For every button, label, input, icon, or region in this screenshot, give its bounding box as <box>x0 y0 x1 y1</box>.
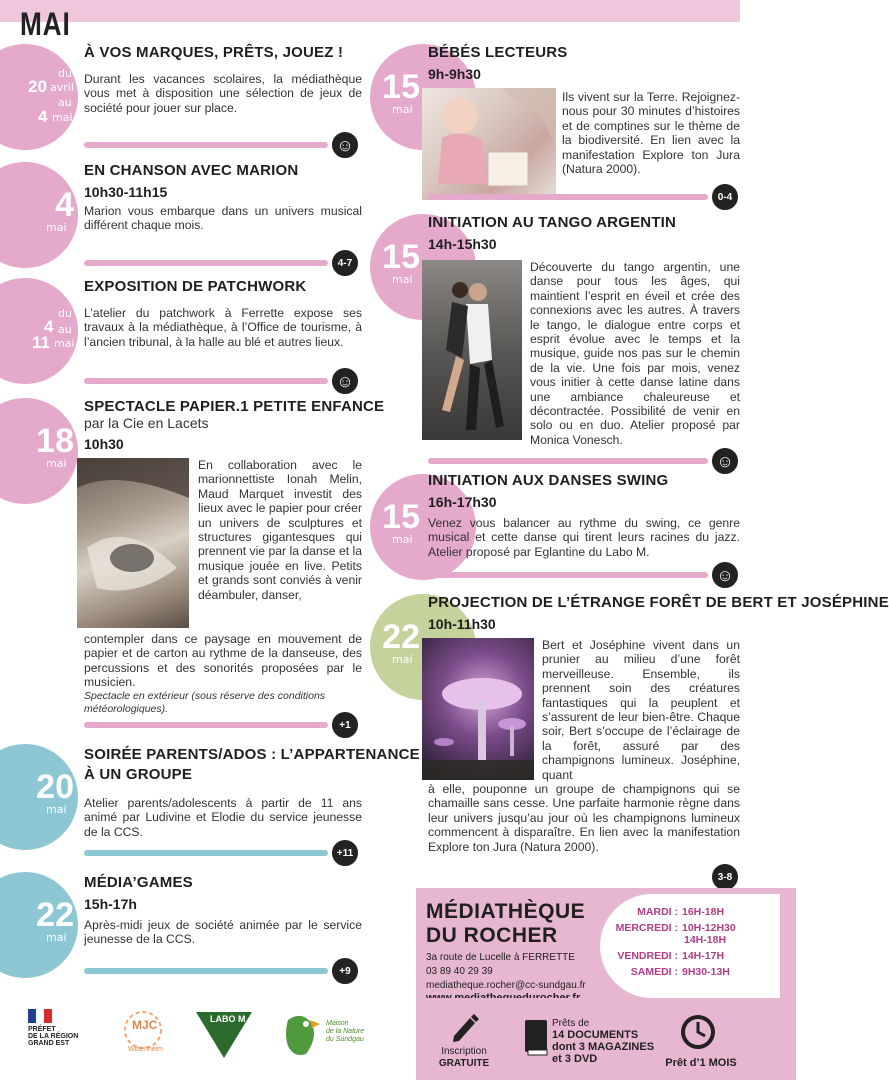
event-time: 10h30 <box>84 436 124 452</box>
event-description: Après-midi jeux de société animée par le service jeunesse de la CCS. <box>84 918 362 947</box>
event-description: contempler dans ce paysage en mouvement de papier et de carton au rythme de la danseuse, des percussions et des sonorités proposées par le musicien. <box>84 632 362 690</box>
event-title: EN CHANSON AVEC MARION <box>84 162 299 179</box>
hours-time: 9H30-13H <box>682 966 730 978</box>
date-month: mai <box>46 931 67 944</box>
date-number: 11 <box>32 333 50 352</box>
event-subtitle: par la Cie en Lacets <box>84 415 209 431</box>
date-month: mai <box>392 273 413 286</box>
event-title: EXPOSITION DE PATCHWORK <box>84 278 307 295</box>
date-label: au <box>58 96 72 109</box>
date-number: 18 <box>36 422 74 460</box>
loans-magazines: dont 3 MAGAZINES <box>552 1041 655 1053</box>
event-title: PROJECTION DE L’ÉTRANGE FORÊT DE BERT ET JOSÉPHINE <box>428 594 889 611</box>
event-description: L’atelier du patchwork à Ferrette expose ses travaux à la médiathèque, à l’Office de tourisme, à l’ancien tribunal, à la halle au blé et autres lieux. <box>84 306 362 349</box>
date-number: 22 <box>36 896 74 934</box>
bird-logo <box>280 1010 320 1060</box>
event-title: INITIATION AUX DANSES SWING <box>428 472 669 489</box>
event-description: Découverte du tango argentin, une danse pour tous les âges, qui maintient l’esprit en éveil et crée des connexions avec les autres. À travers le tango, le dialogue entre corps et esprit évolue avec le temps et la musique, guide nos pas sur le chemin de la vie. Une fois par mois, venez vous initier à cette danse latine dans une ambiance chaleureuse et décontractée. Possibilité de venir en solo ou en duo. Atelier proposé par Monica Vonesch. <box>530 260 740 447</box>
event-description: Bert et Joséphine vivent dans un prunier au milieu d’une forêt merveilleuse. Ensemble, ils prennent soin des créatures fantastiques qui la peuplent et s’assurent de leur bien-être. Chaque soir, Bert s’occupe de l’éclairage de la forêt, assuré par des champignons lumineux. Joséphine, quant <box>542 638 740 782</box>
date-month: mai <box>46 457 67 470</box>
age-badge-icon: ☺ <box>330 366 360 396</box>
event-note: Spectacle en extérieur (sous réserve des conditions météorologiques). <box>84 690 326 715</box>
event-description: Venez vous balancer au rythme du swing, ce genre musical et cette danse qui tirent leurs racines du jazz. Atelier proposé par Eglantine du Labo M. <box>428 516 740 559</box>
event-time: 16h-17h30 <box>428 494 497 510</box>
date-month: mai <box>46 221 67 234</box>
date-month: mai <box>392 103 413 116</box>
date-number: 4 <box>44 317 54 336</box>
event-time: 14h-15h30 <box>428 236 497 252</box>
event-time: 10h-11h30 <box>428 616 496 632</box>
divider-bar <box>84 142 328 148</box>
event-title: SPECTACLE PAPIER.1 PETITE ENFANCE <box>84 398 385 415</box>
date-number: 15 <box>382 68 420 106</box>
tango-photo <box>422 260 522 440</box>
event-description: En collaboration avec le marionnettiste Ionah Melin, Maud Marquet investit des lieux avec le papier pour créer un univers de sculptures et structures gigantesques qui prennent vie par la danse et la musique jouée en live. Petits et grands sont conviés à venir déambuler, danser, <box>198 458 362 602</box>
hours-day: MERCREDI : <box>615 922 678 934</box>
hours-time: 14H-18H <box>684 934 727 946</box>
page-title: MAI <box>20 6 71 42</box>
date-number: 20 <box>28 77 47 96</box>
date-label: du <box>58 67 72 80</box>
age-badge-icon: ☺ <box>710 560 740 590</box>
library-name: DU ROCHER <box>426 924 558 947</box>
maison-nature-logo-text: du Sundgau <box>326 1036 364 1043</box>
age-badge: 4-7 <box>330 248 360 278</box>
hours-time: 16H-18H <box>682 906 725 918</box>
age-badge: 3-8 <box>710 862 740 892</box>
date-label: mai <box>54 337 75 350</box>
event-title: À VOS MARQUES, PRÊTS, JOUEZ ! <box>84 44 344 61</box>
mjc-logo-subtext: Wittenheim <box>128 1046 164 1053</box>
inscription-label: Inscription <box>441 1046 487 1057</box>
divider-bar <box>84 968 328 974</box>
date-month: mai <box>392 533 413 546</box>
event-description: Durant les vacances scolaires, la médiathèque vous met à disposition une sélection de jeux de société pour jouer sur place. <box>84 72 362 115</box>
hours-day: VENDREDI : <box>617 950 678 962</box>
age-badge: +1 <box>330 710 360 740</box>
hours-time: 10H-12H30 <box>682 922 736 934</box>
event-description: à elle, pouponne un groupe de champignons qui se chamaille sans cesse. Une parfaite harmonie règne dans leur univers jusqu’au jour où les champignons lumineux commencent à disparaître. En lien avec la manifestation Explore ton Jura (Natura 2000). <box>428 782 740 854</box>
age-badge-icon: ☺ <box>710 446 740 476</box>
paper-show-photo <box>77 458 189 628</box>
date-label: avril <box>50 81 74 94</box>
divider-bar <box>84 850 328 856</box>
date-label: mai <box>52 111 73 124</box>
inscription-value: GRATUITE <box>438 1058 490 1069</box>
age-badge: 0-4 <box>710 182 740 212</box>
date-number: 15 <box>382 238 420 276</box>
pencil-icon <box>448 1010 482 1044</box>
maison-nature-logo-text: Maison <box>326 1020 349 1027</box>
clock-icon <box>678 1012 718 1052</box>
loans-documents: 14 DOCUMENTS <box>552 1029 639 1041</box>
date-month: mai <box>46 803 67 816</box>
loans-dvd: et 3 DVD <box>552 1053 598 1065</box>
date-label: au <box>58 323 72 336</box>
date-number: 15 <box>382 498 420 536</box>
republic-flag-logo <box>28 1008 52 1022</box>
date-number: 20 <box>36 768 74 806</box>
divider-bar <box>428 458 708 464</box>
library-phone[interactable]: 03 89 40 29 39 <box>426 966 493 977</box>
event-title: À UN GROUPE <box>84 766 193 783</box>
divider-bar <box>84 378 328 384</box>
hours-day: SAMEDI : <box>630 966 678 978</box>
divider-bar <box>428 572 708 578</box>
date-number: 22 <box>382 618 420 656</box>
divider-bar <box>84 260 328 266</box>
event-time: 9h-9h30 <box>428 66 481 82</box>
divider-bar <box>84 722 328 728</box>
library-email[interactable]: mediatheque.rocher@cc-sundgau.fr <box>426 980 586 991</box>
library-address: 3a route de Lucelle à FERRETTE <box>426 952 575 963</box>
mushroom-forest-photo <box>422 638 534 780</box>
mjc-logo-text: MJC <box>132 1018 158 1032</box>
date-number: 4 <box>38 107 48 126</box>
event-description: Marion vous embarque dans un univers musical différent chaque mois. <box>84 204 362 233</box>
date-label: du <box>58 307 72 320</box>
age-badge-icon: ☺ <box>330 130 360 160</box>
age-badge: +9 <box>330 956 360 986</box>
prefet-logo-text: DE LA RÉGION <box>28 1033 79 1040</box>
event-description: Atelier parents/adolescents à partir de 11 ans animé par Ludivine et Elodie du service jeunesse de la CCS. <box>84 796 362 839</box>
maison-nature-logo-text: de la Nature <box>326 1028 365 1035</box>
date-number: 4 <box>55 186 74 224</box>
top-banner <box>0 0 740 22</box>
hours-time: 14H-17H <box>682 950 725 962</box>
hours-day: MARDI : <box>637 906 678 918</box>
event-description: Ils vivent sur la Terre. Rejoignez-nous pour 30 minutes d’histoires et de comptines sur le thème de la biodiversité. En lien avec la manifestation Explore ton Jura (Natura 2000). <box>562 90 740 177</box>
labo-m-logo-text: LABO M <box>210 1014 246 1024</box>
event-title: INITIATION AU TANGO ARGENTIN <box>428 214 677 231</box>
event-title: BÉBÉS LECTEURS <box>428 44 568 61</box>
prefet-logo-text: PRÉFET <box>28 1026 56 1033</box>
loan-duration: Prêt d’1 MOIS <box>665 1057 737 1069</box>
baby-reading-photo <box>422 88 556 200</box>
divider-bar <box>428 194 708 200</box>
library-name: MÉDIATHÈQUE <box>426 900 586 923</box>
age-badge: +11 <box>330 838 360 868</box>
prefet-logo-text: GRAND EST <box>28 1040 70 1047</box>
event-time: 15h-17h <box>84 896 137 912</box>
date-month: mai <box>392 653 413 666</box>
event-time: 10h30-11h15 <box>84 184 168 200</box>
book-icon <box>522 1018 550 1058</box>
event-title: SOIRÉE PARENTS/ADOS : L’APPARTENANCE <box>84 746 420 763</box>
loans-label: Prêts de <box>552 1018 590 1029</box>
event-title: MÉDIA’GAMES <box>84 874 193 891</box>
